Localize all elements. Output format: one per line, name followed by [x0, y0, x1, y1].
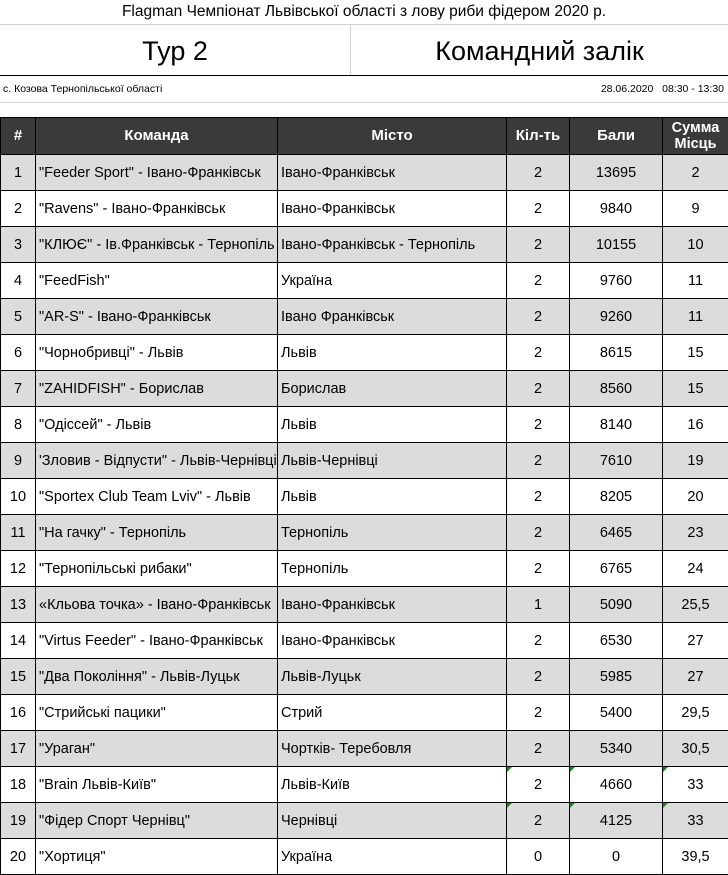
cell-points: 8615 — [570, 335, 663, 371]
cell-points: 10155 — [570, 227, 663, 263]
table-row — [1, 695, 728, 731]
cell-team: "Feeder Sport" - Івано-Франківськ — [36, 155, 278, 191]
cell-place-sum: 24 — [663, 551, 728, 587]
cell-number: 5 — [1, 299, 36, 335]
cell-city: Борислав — [278, 371, 507, 407]
cell-points: 5985 — [570, 659, 663, 695]
cell-city: Львів — [278, 407, 507, 443]
cell-number: 12 — [1, 551, 36, 587]
cell-place-sum: 33 — [663, 767, 728, 803]
table-row — [1, 803, 728, 839]
col-header-team: Команда — [36, 118, 278, 155]
cell-points: 8140 — [570, 407, 663, 443]
cell-team: "На гачку" - Тернопіль — [36, 515, 278, 551]
table-row — [1, 227, 728, 263]
cell-quantity: 2 — [507, 371, 570, 407]
cell-place-sum: 27 — [663, 659, 728, 695]
cell-city: Тернопіль — [278, 515, 507, 551]
cell-city: Тернопіль — [278, 551, 507, 587]
cell-team: "AR-S" - Івано-Франківськ — [36, 299, 278, 335]
cell-points: 4660 — [570, 767, 663, 803]
cell-number: 10 — [1, 479, 36, 515]
cell-place-sum: 15 — [663, 371, 728, 407]
cell-place-sum: 27 — [663, 623, 728, 659]
cell-quantity: 2 — [507, 803, 570, 839]
table-row — [1, 623, 728, 659]
cell-number: 20 — [1, 839, 36, 875]
cell-quantity: 0 — [507, 839, 570, 875]
cell-points: 9760 — [570, 263, 663, 299]
table-row — [1, 731, 728, 767]
cell-city: Чортків- Теребовля — [278, 731, 507, 767]
cell-quantity: 2 — [507, 551, 570, 587]
cell-points: 6530 — [570, 623, 663, 659]
cell-city: Стрий — [278, 695, 507, 731]
cell-number: 15 — [1, 659, 36, 695]
venue-row — [0, 76, 728, 103]
cell-place-sum: 29,5 — [663, 695, 728, 731]
cell-team: "Одіссей" - Львів — [36, 407, 278, 443]
table-row — [1, 839, 728, 875]
cell-team: "Стрийські пацики" — [36, 695, 278, 731]
cell-team: "Ravens" - Івано-Франківськ — [36, 191, 278, 227]
cell-team: "Два Покоління" - Львів-Луцьк — [36, 659, 278, 695]
cell-city: Львів-Київ — [278, 767, 507, 803]
col-header-number: # — [1, 118, 36, 155]
cell-quantity: 2 — [507, 623, 570, 659]
cell-team: "Virtus Feeder" - Івано-Франківськ — [36, 623, 278, 659]
cell-city: Івано-Франківськ — [278, 623, 507, 659]
col-header-points: Бали — [570, 118, 663, 155]
cell-city: Львів-Чернівці — [278, 443, 507, 479]
table-row — [1, 155, 728, 191]
cell-place-sum: 23 — [663, 515, 728, 551]
cell-number: 7 — [1, 371, 36, 407]
cell-team: "ZAHIDFISH" - Борислав — [36, 371, 278, 407]
cell-city: Івано-Франківськ — [278, 587, 507, 623]
cell-points: 5340 — [570, 731, 663, 767]
cell-points: 0 — [570, 839, 663, 875]
cell-number: 3 — [1, 227, 36, 263]
spacer-row — [0, 103, 728, 117]
cell-place-sum: 33 — [663, 803, 728, 839]
cell-place-sum: 25,5 — [663, 587, 728, 623]
cell-points: 5090 — [570, 587, 663, 623]
cell-points: 8560 — [570, 371, 663, 407]
cell-points: 6765 — [570, 551, 663, 587]
table-row — [1, 299, 728, 335]
cell-place-sum: 11 — [663, 299, 728, 335]
cell-quantity: 2 — [507, 335, 570, 371]
cell-quantity: 2 — [507, 479, 570, 515]
cell-city: Львів-Луцьк — [278, 659, 507, 695]
cell-number: 17 — [1, 731, 36, 767]
cell-team: "Sportex Club Team Lviv" - Львів — [36, 479, 278, 515]
cell-quantity: 2 — [507, 659, 570, 695]
cell-team: "Чорнобривці" - Львів — [36, 335, 278, 371]
cell-quantity: 2 — [507, 299, 570, 335]
cell-points: 9840 — [570, 191, 663, 227]
cell-quantity: 2 — [507, 263, 570, 299]
table-row — [1, 551, 728, 587]
cell-points: 9260 — [570, 299, 663, 335]
table-row — [1, 443, 728, 479]
cell-number: 2 — [1, 191, 36, 227]
cell-team: "Brain Львів-Київ" — [36, 767, 278, 803]
cell-quantity: 2 — [507, 731, 570, 767]
cell-number: 1 — [1, 155, 36, 191]
results-table — [0, 117, 728, 875]
cell-quantity: 2 — [507, 695, 570, 731]
cell-points: 4125 — [570, 803, 663, 839]
table-row — [1, 335, 728, 371]
cell-number: 13 — [1, 587, 36, 623]
section-label: Командний залік — [350, 25, 728, 75]
cell-place-sum: 39,5 — [663, 839, 728, 875]
cell-place-sum: 9 — [663, 191, 728, 227]
cell-points: 6465 — [570, 515, 663, 551]
cell-place-sum: 11 — [663, 263, 728, 299]
results-body — [1, 155, 728, 875]
cell-place-sum: 15 — [663, 335, 728, 371]
cell-quantity: 2 — [507, 191, 570, 227]
cell-place-sum: 16 — [663, 407, 728, 443]
cell-team: "Хортиця" — [36, 839, 278, 875]
cell-place-sum: 20 — [663, 479, 728, 515]
table-row — [1, 515, 728, 551]
venue-location: с. Козова Тернопільської області — [0, 76, 601, 102]
cell-number: 9 — [1, 443, 36, 479]
cell-number: 14 — [1, 623, 36, 659]
cell-team: "Фідер Спорт Чернівц" — [36, 803, 278, 839]
cell-quantity: 2 — [507, 155, 570, 191]
table-row — [1, 263, 728, 299]
event-datetime: 28.06.2020 08:30 - 13:30 — [601, 76, 728, 102]
table-row — [1, 479, 728, 515]
cell-number: 11 — [1, 515, 36, 551]
cell-place-sum: 10 — [663, 227, 728, 263]
cell-quantity: 2 — [507, 227, 570, 263]
table-row — [1, 587, 728, 623]
cell-place-sum: 2 — [663, 155, 728, 191]
cell-city: Україна — [278, 839, 507, 875]
round-header — [0, 25, 728, 76]
cell-city: Львів — [278, 335, 507, 371]
cell-team: "Ураган" — [36, 731, 278, 767]
cell-city: Чернівці — [278, 803, 507, 839]
cell-quantity: 2 — [507, 443, 570, 479]
cell-points: 7610 — [570, 443, 663, 479]
cell-city: Івано-Франківськ — [278, 191, 507, 227]
table-row — [1, 659, 728, 695]
cell-team: "FeedFish" — [36, 263, 278, 299]
cell-place-sum: 19 — [663, 443, 728, 479]
cell-points: 13695 — [570, 155, 663, 191]
cell-team: "Тернопільські рибаки" — [36, 551, 278, 587]
cell-number: 6 — [1, 335, 36, 371]
cell-number: 18 — [1, 767, 36, 803]
table-row — [1, 191, 728, 227]
cell-team: "КЛЮЄ" - Ів.Франківськ - Тернопіль — [36, 227, 278, 263]
cell-number: 4 — [1, 263, 36, 299]
table-row — [1, 407, 728, 443]
round-label: Тур 2 — [0, 25, 350, 75]
col-header-quantity: Кіл-ть — [507, 118, 570, 155]
cell-quantity: 2 — [507, 767, 570, 803]
cell-city: Івано-Франківськ - Тернопіль — [278, 227, 507, 263]
table-header-row — [1, 118, 728, 155]
cell-quantity: 1 — [507, 587, 570, 623]
championship-title: Flagman Чемпіонат Львівської області з лову риби фідером 2020 р. — [0, 0, 728, 25]
cell-quantity: 2 — [507, 515, 570, 551]
cell-team: «Кльова точка» - Івано-Франківськ — [36, 587, 278, 623]
col-header-place-sum: Сумма Місць — [663, 118, 728, 155]
cell-team: 'Зловив - Відпусти" - Львів-Чернівці — [36, 443, 278, 479]
cell-points: 8205 — [570, 479, 663, 515]
cell-city: Івано-Франківськ — [278, 155, 507, 191]
table-row — [1, 371, 728, 407]
col-header-city: Місто — [278, 118, 507, 155]
table-row — [1, 767, 728, 803]
cell-number: 19 — [1, 803, 36, 839]
cell-city: Івано Франківськ — [278, 299, 507, 335]
cell-place-sum: 30,5 — [663, 731, 728, 767]
cell-quantity: 2 — [507, 407, 570, 443]
cell-number: 16 — [1, 695, 36, 731]
cell-number: 8 — [1, 407, 36, 443]
cell-city: Україна — [278, 263, 507, 299]
cell-city: Львів — [278, 479, 507, 515]
cell-points: 5400 — [570, 695, 663, 731]
